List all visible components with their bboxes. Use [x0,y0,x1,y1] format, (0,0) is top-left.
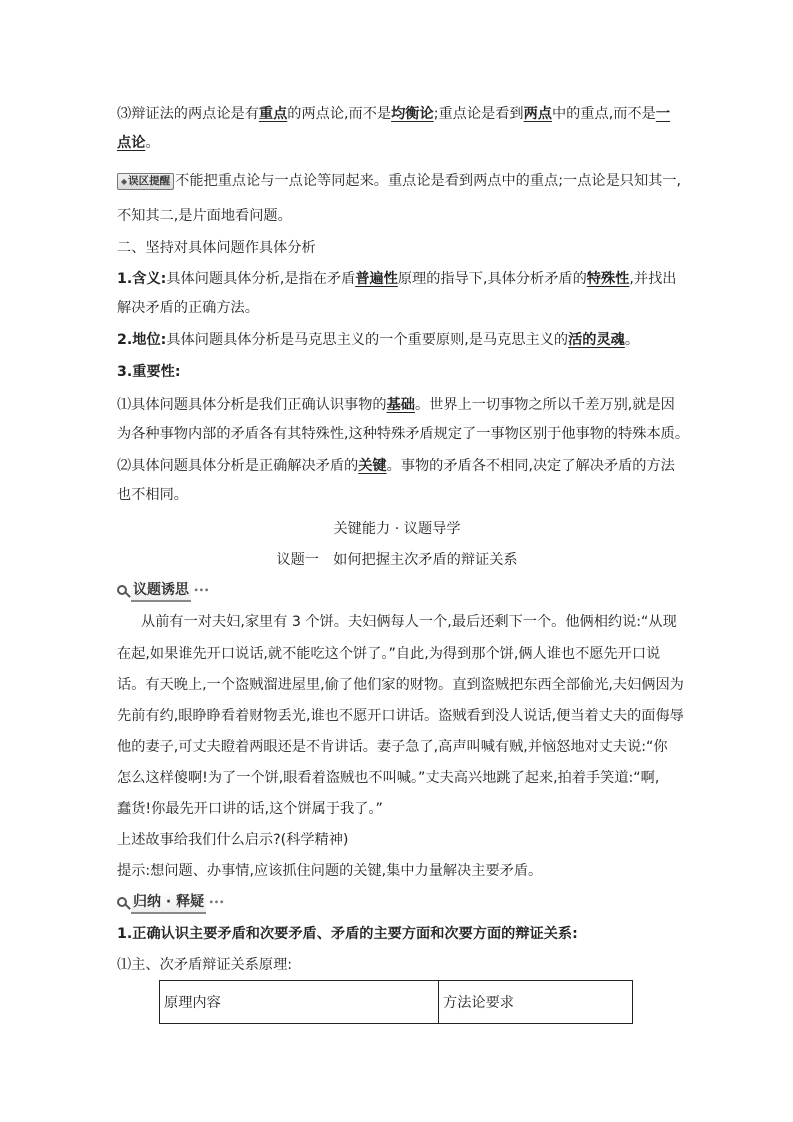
importance-point-2-cont: 也不相同。 [117,487,188,503]
summary-heading: 1.正确认识主要矛盾和次要矛盾、矛盾的主要方面和次要方面的辩证关系: [117,926,578,942]
story-line: 怎么这样傻啊!为了一个饼,眼看着盗贼也不叫喊。”丈夫高兴地跳了起来,拍着手笑道:“啊, [117,770,660,786]
misconception-tag-label: 误区提醒 [128,174,171,187]
keyword-emphasis: 关键 [358,458,387,474]
text-span: ⑵具体问题具体分析是正确解决矛盾的 [117,458,359,474]
keyword-emphasis: 点论 [117,135,146,151]
definition-label: 1.含义: [117,271,167,287]
topic-title: 议题一 如何把握主次矛盾的辩证关系 [276,552,518,568]
story-line: 蠢货!你最先开口讲的话,这个饼属于我了。” [117,801,383,817]
principle-table [159,980,633,1024]
diamond-icon: ◆ [121,176,128,186]
story-line: 从前有一对夫妇,家里有 3 个饼。夫妇俩每人一个,最后还剩下一个。他俩相约说:“从现 [141,614,677,630]
story-line: 先前有约,眼睁睁看着财物丢光,谁也不愿开口讲话。盗贼看到没人说话,便当着丈夫的面侮辱 [117,708,684,724]
text-span: 。 [145,135,160,151]
text-span: ;重点论是看到 [433,106,524,122]
importance-point-1-cont: 为各种事物内部的矛盾各有其特殊性,这种特殊矛盾规定了一事物区别于他事物的特殊本质。 [117,426,690,442]
misconception-tag [117,173,174,190]
definition-paragraph [117,269,677,289]
text-span: 不能把重点论与一点论等同起来。重点论是看到两点中的重点;一点论是只知其一, [175,173,682,189]
status-label: 2.地位: [117,332,167,348]
definition-paragraph-cont: 解决矛盾的正确方法。 [117,300,259,316]
status-paragraph [117,330,677,350]
text-span: ⑴具体问题具体分析是我们正确认识事物的 [117,397,387,413]
badge-label: 议题诱思 [131,579,191,602]
paragraph-two-point-theory-cont [117,133,677,153]
story-line: 话。有天晚上,一个盗贼溜进屋里,偷了他们家的财物。直到盗贼把东西全部偷光,夫妇俩因为 [117,677,684,693]
misconception-note [117,171,682,191]
module-title: 关键能力 · 议题导学 [333,521,461,537]
importance-point-1 [117,395,677,415]
table-row [160,981,633,1024]
section-heading: 二、坚持对具体问题作具体分析 [117,240,316,256]
badge-label: 归纳 · 释疑 [131,891,206,914]
text-span: ⑶辩证法的两点论是有 [117,106,259,122]
keyword-emphasis: 一 [655,106,671,122]
keyword-emphasis: 活的灵魂 [568,332,625,348]
keyword-emphasis: 基础 [386,397,415,413]
dots-decoration-icon: ∙∙∙ [208,896,224,908]
text-span: 。世界上一切事物之所以千差万别,就是因 [414,397,675,413]
keyword-emphasis: 均衡论 [391,106,434,122]
text-span: 具体问题具体分析是马克思主义的一个重要原则,是马克思主义的 [166,332,569,348]
question: 上述故事给我们什么启示?(科学精神) [117,832,349,848]
keyword-emphasis: 重点 [258,106,288,122]
table-header-cell: 原理内容 [160,981,439,1024]
text-span: 。 [624,332,640,348]
text-span: 中的重点,而不是 [551,106,656,122]
text-span: 的两点论,而不是 [287,106,392,122]
story-line: 在起,如果谁先开口说话,就不能吃这个饼了。”自此,为得到那个饼,俩人谁也不愿先开口说 [117,646,661,662]
misconception-note-cont: 不知其二,是片面地看问题。 [117,208,292,224]
importance-heading: 3.重要性: [117,364,181,380]
keyword-emphasis: 普遍性 [355,271,398,287]
hint: 提示:想问题、办事情,应该抓住问题的关键,集中力量解决主要矛盾。 [117,863,543,879]
story-line: 他的妻子,可丈夫瞪着两眼还是不肯讲话。妻子急了,高声叫喊有贼,并恼怒地对丈夫说:“你 [117,739,668,755]
magnifier-icon [117,585,127,595]
dots-decoration-icon: ∙∙∙ [193,584,209,596]
keyword-emphasis: 两点 [523,106,552,122]
text-span: ,并找出 [629,271,677,287]
summary-badge [117,892,224,912]
text-span: 具体问题具体分析,是指在矛盾 [166,271,356,287]
summary-subheading: ⑴主、次矛盾辩证关系原理: [117,957,293,973]
keyword-emphasis: 特殊性 [586,271,630,287]
topic-prompt-badge [117,580,209,600]
text-span: 。事物的矛盾各不相同,决定了解决矛盾的方法 [386,458,675,474]
text-span: 原理的指导下,具体分析矛盾的 [397,271,587,287]
paragraph-two-point-theory [117,104,677,124]
table-header-cell: 方法论要求 [439,981,633,1024]
magnifier-icon [117,897,127,907]
importance-point-2 [117,456,677,476]
